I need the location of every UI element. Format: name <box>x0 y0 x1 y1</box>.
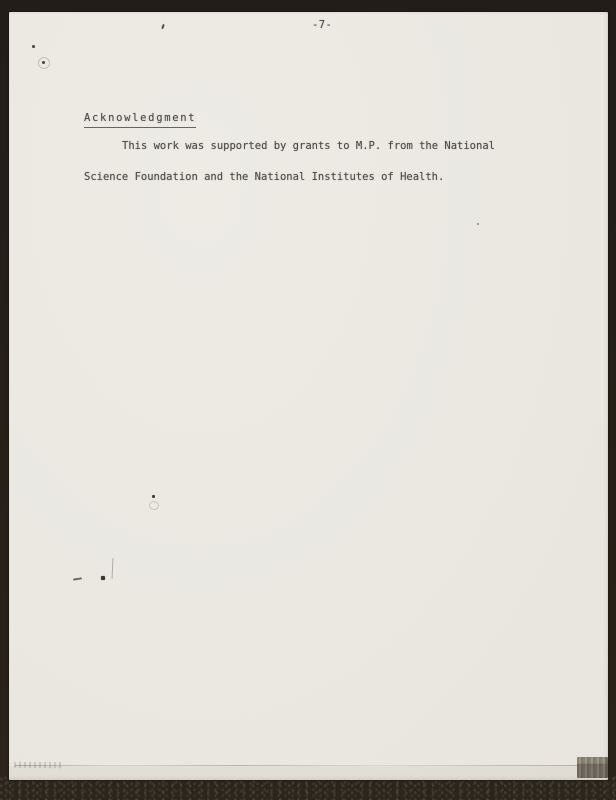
scan-smudge-bottom-left <box>14 762 62 768</box>
acknowledgment-heading: Acknowledgment <box>84 112 196 128</box>
scan-artifact-comma-mark <box>161 24 164 29</box>
body-text-line-1: This work was supported by grants to M.P. from the National <box>122 140 495 152</box>
scan-speck <box>101 576 105 580</box>
scan-speck <box>477 223 479 225</box>
scan-speck <box>152 495 155 498</box>
page-bottom-edge-shading <box>9 766 608 780</box>
scan-speck <box>42 61 45 64</box>
scan-smudge-bottom-right <box>577 757 608 778</box>
document-page <box>9 12 608 780</box>
body-text-line-2: Science Foundation and the National Institutes of Health. <box>84 171 445 183</box>
scan-artifact-dash <box>73 577 82 580</box>
page-crease-line <box>15 765 601 766</box>
scan-artifact-ring <box>149 501 159 510</box>
scan-speck <box>32 45 35 48</box>
scan-artifact-scratch <box>112 558 114 579</box>
page-number: -7- <box>312 19 333 31</box>
